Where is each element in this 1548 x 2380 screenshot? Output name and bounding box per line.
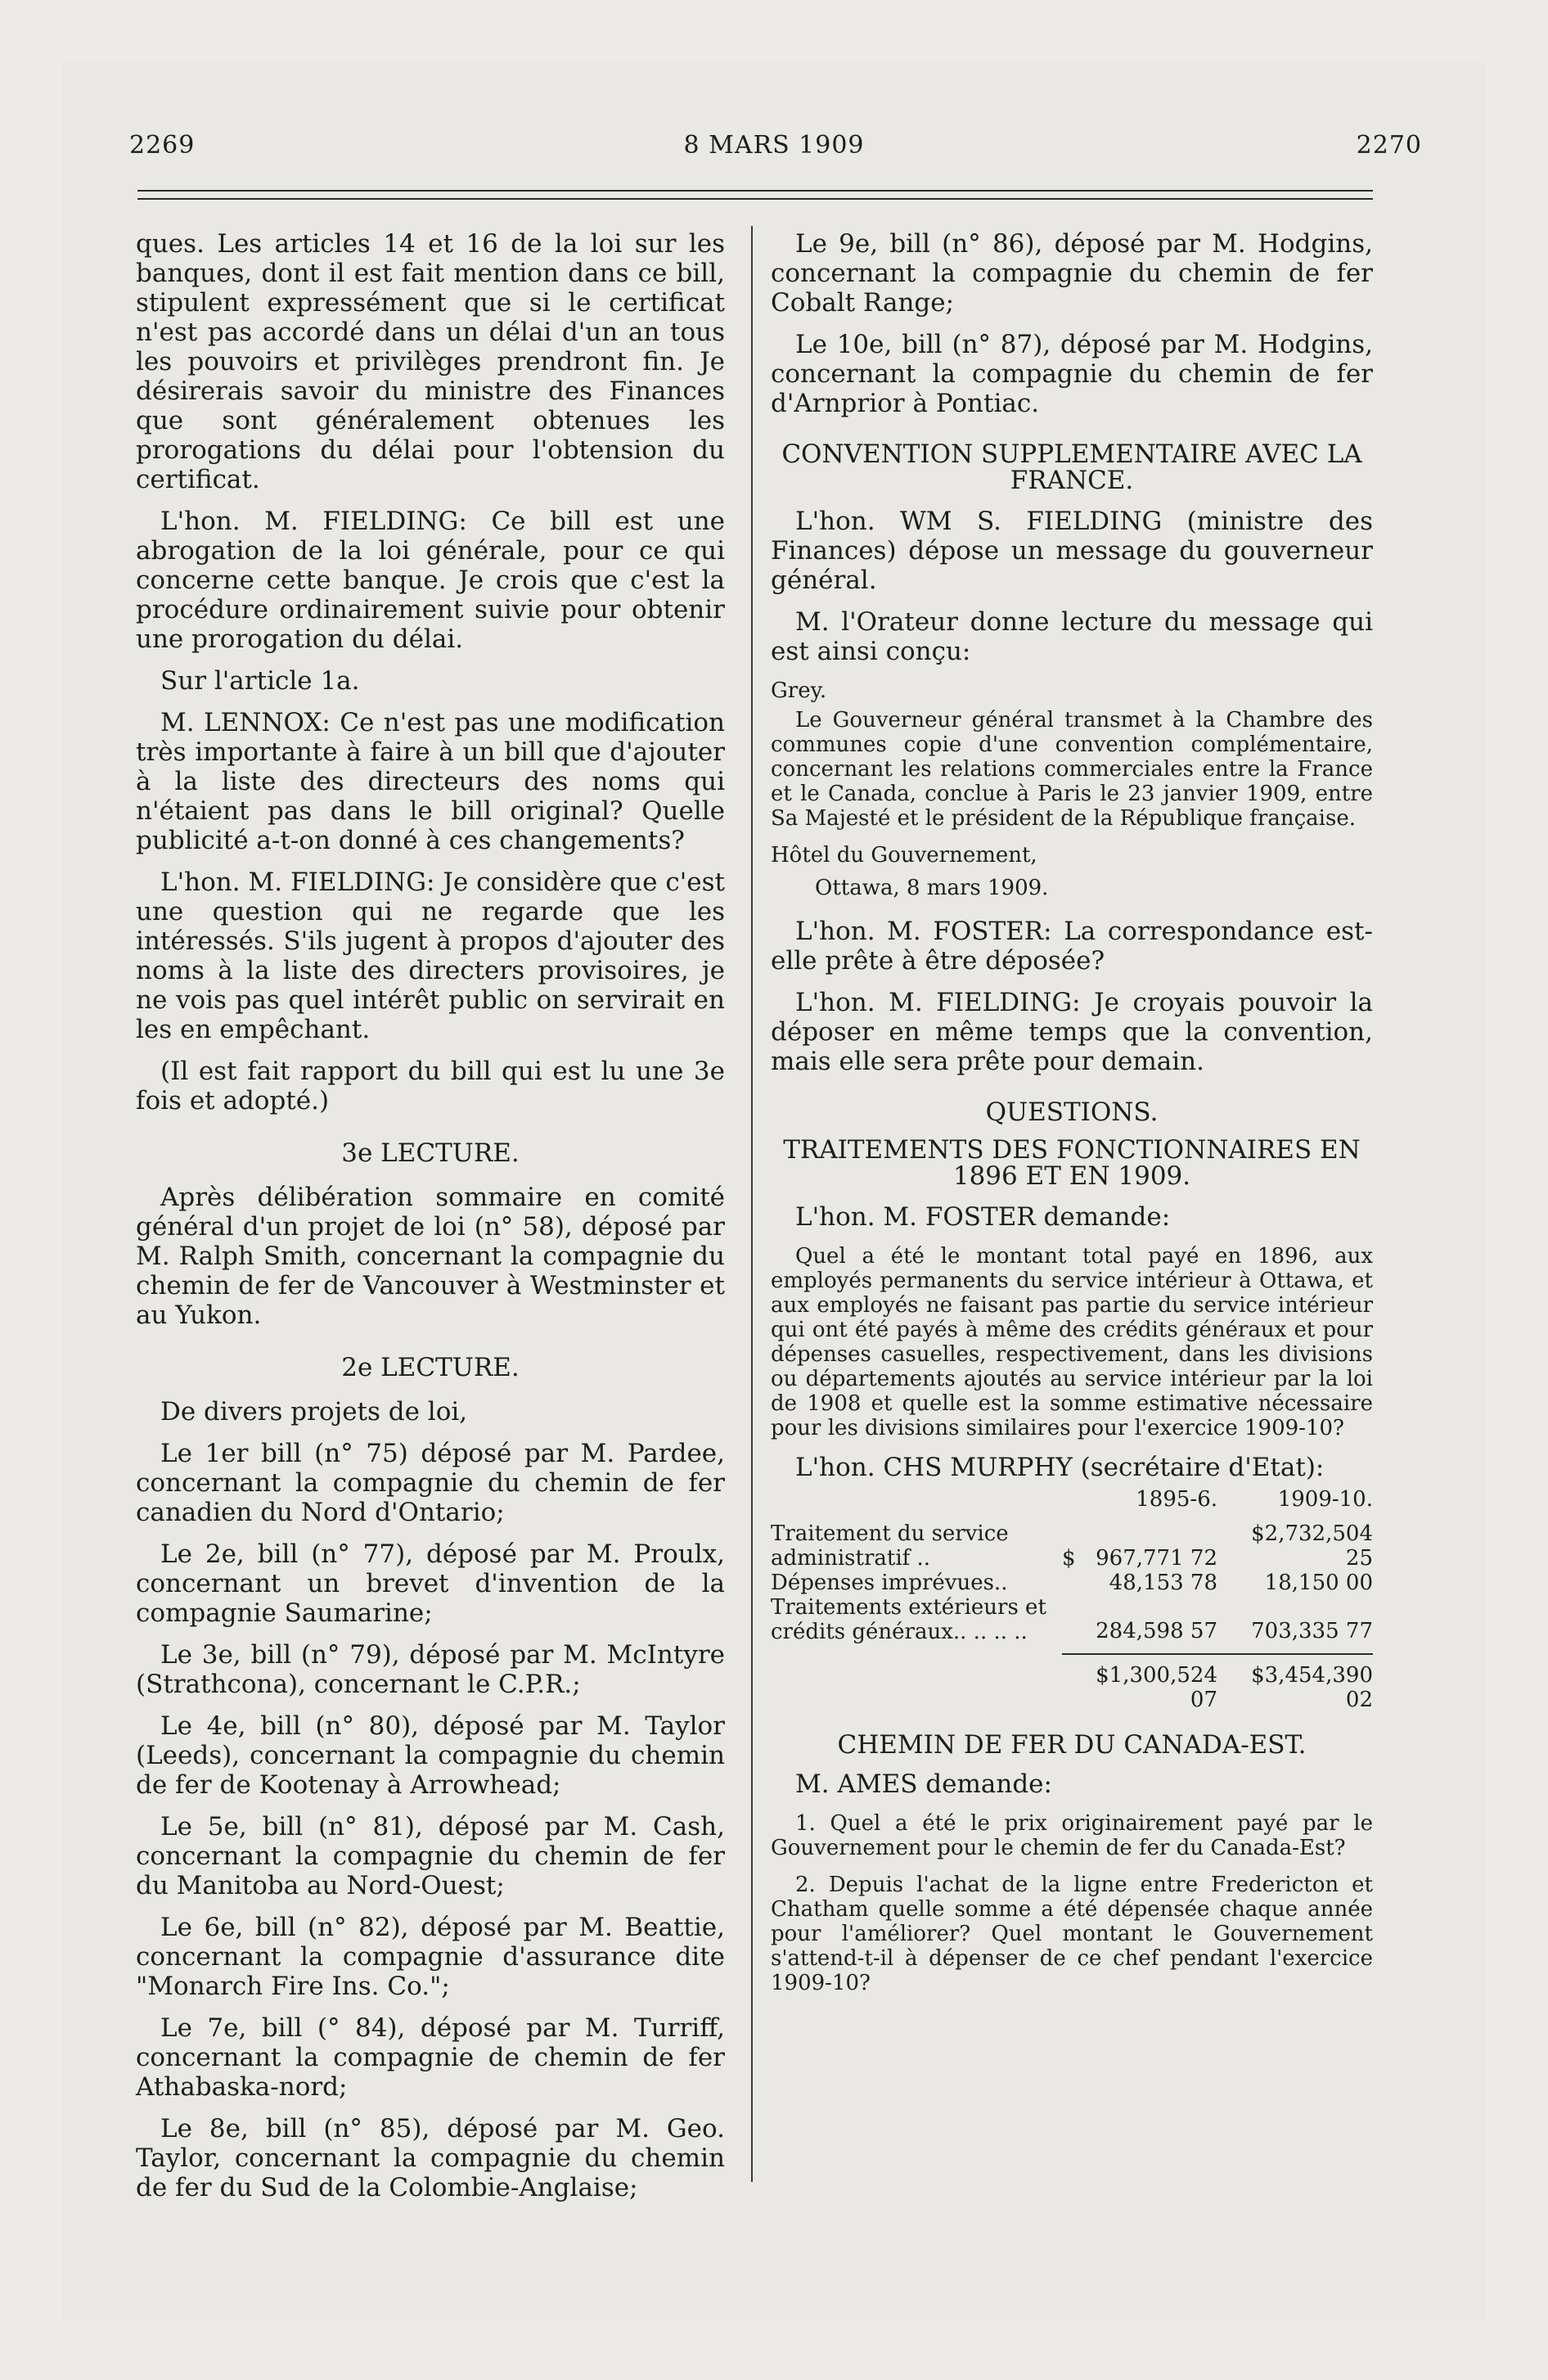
- paragraph-fielding-deposit: L'hon. WM S. FIELDING (ministre des Finances) dépose un message du gouverneur général.: [771, 507, 1373, 595]
- table-row: [771, 1571, 1373, 1595]
- paragraph-lennox: M. LENNOX: Ce n'est pas une modification très importante à faire à un bill que d'ajouter à la liste des directeurs des noms qui n'étaient pas dans le bill original? Quelle publicité a-t-on donné à ces changements?: [136, 708, 725, 855]
- row-value-1909: 703,335 77: [1251, 1619, 1373, 1643]
- table-total-row: [771, 1654, 1373, 1712]
- row-dollar-sign: $: [1062, 1546, 1076, 1571]
- bill-item: Le 9e, bill (n° 86), déposé par M. Hodgins, concernant la compagnie du chemin de fer Cobalt Range;: [771, 229, 1373, 318]
- row-value-1895: 48,153 78: [1109, 1571, 1217, 1595]
- column-divider: [751, 226, 753, 2182]
- table-row: [771, 1512, 1373, 1571]
- page-number-left: 2269: [129, 131, 196, 160]
- table-header-row: [771, 1487, 1373, 1512]
- paragraph-fielding-second: L'hon. M. FIELDING: Je considère que c'est une question qui ne regarde que les intéressés. S'ils jugent à propos d'ajouter des noms à la liste des directers provisoires, je ne vois pas quel intérêt public on servirait en les en empêchant.: [136, 868, 725, 1044]
- header-rule-bottom: [137, 198, 1373, 200]
- bill-item: Le 3e, bill (n° 79), déposé par M. McIntyre (Strathcona), concernant le C.P.R.;: [136, 1640, 725, 1699]
- message-signature-grey: Grey.: [771, 678, 827, 703]
- bill-item: Le 7e, bill (° 84), déposé par M. Turriff, concernant la compagnie de chemin de fer Athabaska-nord;: [136, 2013, 725, 2102]
- row-label: Dépenses imprévues..: [771, 1571, 1008, 1595]
- journal-page: [62, 62, 1486, 2321]
- heading-railway: CHEMIN DE FER DU CANADA-EST.: [837, 1730, 1307, 1760]
- paragraph-third-reading: Après délibération sommaire en comité général d'un projet de loi (n° 58), déposé par M. Ralph Smith, concernant la compagnie du chemin de fer de Vancouver à Westminster et au Yukon.: [136, 1183, 725, 1330]
- total-1909: $3,454,390 02: [1217, 1654, 1373, 1712]
- bill-item: Le 10e, bill (n° 87), déposé par M. Hodgins, concernant la compagnie du chemin de fer d'Arnprior à Pontiac.: [771, 330, 1373, 418]
- page-number-right: 2270: [1356, 131, 1422, 160]
- heading-salaries: TRAITEMENTS DES FONCTIONNAIRES EN 1896 ET EN 1909.: [783, 1135, 1361, 1191]
- row-value-1909: 18,150 00: [1264, 1571, 1373, 1595]
- question-railway-2: 2. Depuis l'achat de la ligne entre Fredericton et Chatham quelle somme a été dépensée chaque année pour l'améliorer? Quel montant le Gouvernement s'attend-t-il à dépenser de ce chef pendant l'exercice 1909-10?: [771, 1873, 1373, 1995]
- heading-third-reading: 3e LECTURE.: [341, 1138, 520, 1168]
- row-value-1895: 967,771 72: [1096, 1546, 1217, 1571]
- column-header-1909: 1909-10.: [1277, 1487, 1373, 1512]
- bill-item: Le 1er bill (n° 75) déposé par M. Pardee, concernant la compagnie du chemin de fer canadien du Nord d'Ontario;: [136, 1439, 725, 1527]
- paragraph-fielding-reply: L'hon. M. FIELDING: Ce bill est une abrogation de la loi générale, pour ce qui concerne cette banque. Je crois que c'est la procédure ordinairement suivie pour obtenir une prorogation du délai.: [136, 507, 725, 654]
- paragraph-foster-asks: L'hon. M. FOSTER demande:: [795, 1202, 1171, 1232]
- bill-item: Le 8e, bill (n° 85), déposé par M. Geo. Taylor, concernant la compagnie du chemin de fer du Sud de la Colombie-Anglaise;: [136, 2114, 725, 2202]
- message-date: Ottawa, 8 mars 1909.: [815, 876, 1049, 900]
- paragraph-fielding-third: L'hon. M. FIELDING: Je croyais pouvoir la déposer en même temps que la convention, mais elle sera prête pour demain.: [771, 988, 1373, 1076]
- message-location: Hôtel du Gouvernement,: [771, 843, 1037, 868]
- salaries-table: [771, 1487, 1373, 1712]
- question-salaries: Quel a été le montant total payé en 1896, aux employés permanents du service intérieur à Ottawa, et aux employés ne faisant pas partie du service intérieur qui ont été payés à même des crédits généraux et pour dépenses casuelles, respectivement, dans les divisions ou départements ajoutés au service intérieur par la loi de 1908 et quelle est la somme estimative nécessaire pour les divisions similaires pour l'exercice 1909-10?: [771, 1244, 1373, 1440]
- paragraph-speaker: M. l'Orateur donne lecture du message qui est ainsi conçu:: [771, 607, 1373, 666]
- row-label: Traitement du service administratif ..: [771, 1521, 1009, 1571]
- row-dollar-sign: [1062, 1571, 1078, 1595]
- bill-item: Le 5e, bill (n° 81), déposé par M. Cash, concernant la compagnie du chemin de fer du Manitoba au Nord-Ouest;: [136, 1812, 725, 1900]
- row-dollar-sign: [1062, 1595, 1078, 1654]
- bill-item: Le 6e, bill (n° 82), déposé par M. Beattie, concernant la compagnie d'assurance dite "Monarch Fire Ins. Co.";: [136, 1913, 725, 2001]
- table-row: [771, 1595, 1373, 1654]
- left-column: [136, 229, 725, 2215]
- paragraph-murphy: L'hon. CHS MURPHY (secrétaire d'Etat):: [795, 1453, 1325, 1482]
- paragraph-report: (Il est fait rapport du bill qui est lu une 3e fois et adopté.): [136, 1057, 725, 1116]
- heading-convention: CONVENTION SUPPLEMENTAIRE AVEC LA FRANCE.: [781, 439, 1362, 495]
- total-1895: $1,300,524 07: [1078, 1654, 1217, 1712]
- page-date: 8 MARS 1909: [683, 131, 865, 160]
- column-header-1895: 1895-6.: [1136, 1487, 1217, 1512]
- row-label: Traitements extérieurs et crédits généraux.. .. .. ..: [771, 1595, 1046, 1644]
- governor-message: Le Gouverneur général transmet à la Chambre des communes copie d'une convention complémentaire, concernant les relations commerciales entre la France et le Canada, conclue à Paris le 23 janvier 1909, entre Sa Majesté et le président de la République française.: [771, 708, 1373, 831]
- row-value-1909: $2,732,504 25: [1251, 1521, 1373, 1571]
- bill-item: Le 2e, bill (n° 77), déposé par M. Proulx, concernant un brevet d'invention de la compagnie Saumarine;: [136, 1539, 725, 1628]
- heading-questions: QUESTIONS.: [985, 1098, 1159, 1127]
- paragraph-foster: L'hon. M. FOSTER: La correspondance est-elle prête à être déposée?: [771, 917, 1373, 976]
- paragraph-bills-intro: De divers projets de loi,: [160, 1397, 468, 1427]
- right-column: [771, 229, 1373, 2008]
- header-rule-top: [137, 190, 1373, 192]
- row-value-1895: 284,598 57: [1096, 1619, 1217, 1643]
- paragraph-ames: M. AMES demande:: [795, 1769, 1052, 1799]
- heading-second-reading: 2e LECTURE.: [341, 1353, 520, 1382]
- question-railway-1: 1. Quel a été le prix originairement payé par le Gouvernement pour le chemin de fer du Canada-Est?: [771, 1811, 1373, 1860]
- bill-item: Le 4e, bill (n° 80), déposé par M. Taylor (Leeds), concernant la compagnie du chemin de fer de Kootenay à Arrowhead;: [136, 1711, 725, 1800]
- paragraph-article: Sur l'article 1a.: [160, 666, 360, 696]
- paragraph-continuation: ques. Les articles 14 et 16 de la loi sur les banques, dont il est fait mention dans ce bill, stipulent expressément que si le certificat n'est pas accordé dans un délai d'un an tous les pouvoirs et privilèges prendront fin. Je désirerais savoir du ministre des Finances que sont généralement obtenues les prorogations du délai pour l'obtension du certificat.: [136, 229, 725, 494]
